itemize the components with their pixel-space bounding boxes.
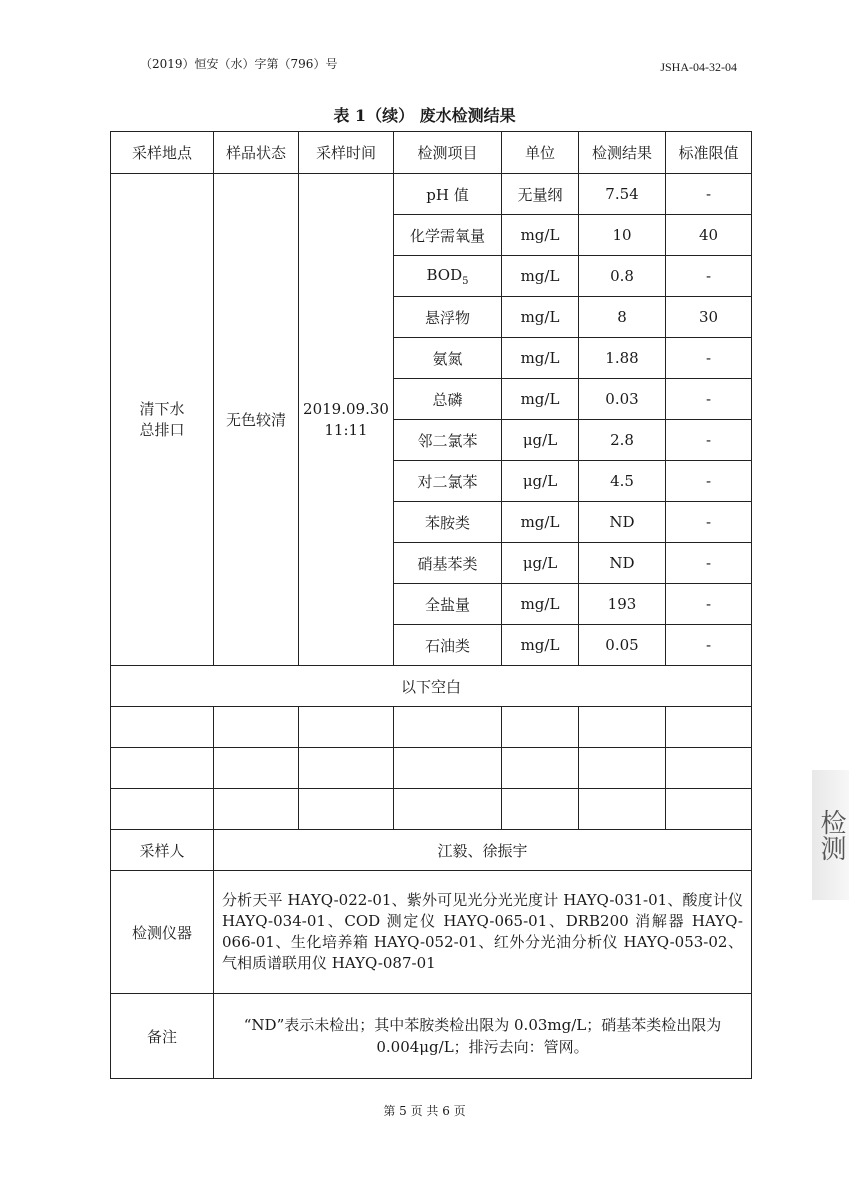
blank-note: 以下空白 — [111, 666, 752, 707]
test-item-name: 总磷 — [432, 390, 463, 409]
unit-cell: μg/L — [502, 543, 579, 584]
test-item-cell — [394, 502, 502, 543]
empty-row — [111, 789, 752, 830]
result-cell: 7.54 — [579, 174, 666, 215]
empty-cell — [214, 748, 299, 789]
sampler-label: 采样人 — [111, 830, 214, 871]
table-title: 表 1（续） 废水检测结果 — [333, 106, 516, 125]
empty-row — [111, 707, 752, 748]
empty-cell — [579, 707, 666, 748]
test-item-cell — [394, 379, 502, 420]
unit-cell: mg/L — [502, 502, 579, 543]
header-cell: 采样地点 — [111, 132, 214, 174]
unit-cell: mg/L — [502, 625, 579, 666]
limit-cell: - — [666, 584, 752, 625]
instrument-label: 检测仪器 — [111, 871, 214, 994]
limit-cell: - — [666, 338, 752, 379]
header-cell: 标准限值 — [666, 132, 752, 174]
empty-cell — [579, 789, 666, 830]
result-cell: 4.5 — [579, 461, 666, 502]
test-item-cell — [394, 215, 502, 256]
unit-cell: mg/L — [502, 338, 579, 379]
blank-note-row — [111, 666, 752, 707]
test-item-cell — [394, 461, 502, 502]
empty-cell — [394, 707, 502, 748]
test-item-name: 悬浮物 — [424, 308, 470, 327]
limit-cell: - — [666, 543, 752, 584]
limit-cell: - — [666, 174, 752, 215]
instrument-row — [111, 871, 752, 994]
test-item-name: 对二氯苯 — [417, 472, 478, 491]
test-item-name: 邻二氯苯 — [417, 431, 478, 450]
empty-cell — [111, 707, 214, 748]
result-cell: 8 — [579, 297, 666, 338]
table-row — [111, 174, 752, 215]
test-item-cell — [394, 297, 502, 338]
empty-cell — [579, 748, 666, 789]
empty-cell — [502, 707, 579, 748]
test-item-name: 化学需氧量 — [409, 226, 485, 245]
empty-cell — [502, 748, 579, 789]
empty-cell — [111, 748, 214, 789]
limit-cell: 30 — [666, 297, 752, 338]
result-cell: ND — [579, 543, 666, 584]
limit-cell: - — [666, 625, 752, 666]
remark-value: “ND”表示未检出；其中苯胺类检出限为 0.03mg/L；硝基苯类检出限为 0.004μg/L；排污去向：管网。 — [214, 994, 752, 1079]
sampler-value: 江毅、徐振宇 — [214, 830, 752, 871]
header-cell: 样品状态 — [214, 132, 299, 174]
test-item-cell — [394, 584, 502, 625]
test-item-name: BOD — [426, 265, 463, 284]
limit-cell: 40 — [666, 215, 752, 256]
test-item-cell — [394, 174, 502, 215]
header-cell: 检测项目 — [394, 132, 502, 174]
header-cell: 单位 — [502, 132, 579, 174]
empty-cell — [666, 789, 752, 830]
result-cell: 0.8 — [579, 256, 666, 297]
test-item-name: 石油类 — [424, 636, 470, 655]
empty-cell — [502, 789, 579, 830]
document-code: JSHA-04-32-04 — [660, 60, 737, 74]
test-item-cell — [394, 543, 502, 584]
limit-cell: - — [666, 256, 752, 297]
test-item-name: pH 值 — [426, 185, 469, 204]
header-row — [111, 132, 752, 174]
limit-cell: - — [666, 461, 752, 502]
test-item-name: 全盐量 — [424, 595, 470, 614]
empty-cell — [111, 789, 214, 830]
header-cell: 采样时间 — [299, 132, 394, 174]
test-item-cell — [394, 625, 502, 666]
unit-cell: mg/L — [502, 215, 579, 256]
side-stamp: 检测 — [812, 770, 849, 900]
empty-cell — [394, 748, 502, 789]
empty-row — [111, 748, 752, 789]
results-table — [110, 131, 752, 1079]
limit-cell: - — [666, 379, 752, 420]
sampler-row — [111, 830, 752, 871]
remark-row — [111, 994, 752, 1079]
header-cell: 检测结果 — [579, 132, 666, 174]
result-cell: 193 — [579, 584, 666, 625]
test-item-cell — [394, 256, 502, 297]
empty-cell — [299, 789, 394, 830]
instrument-value: 分析天平 HAYQ-022-01、紫外可见光分光光度计 HAYQ-031-01、酸度计仪 HAYQ-034-01、COD 测定仪 HAYQ-065-01、DRB200 消解器 HAYQ-066-01、生化培养箱 HAYQ-052-01、红外分光油分析仪 HAYQ-053-02、气相质谱联用仪 HAYQ-087-01 — [214, 871, 752, 994]
page-footer: 第 5 页 共 6 页 — [383, 1104, 466, 1118]
empty-cell — [666, 748, 752, 789]
empty-cell — [214, 707, 299, 748]
test-item-name: 苯胺类 — [424, 513, 470, 532]
test-item-subscript: 5 — [462, 275, 469, 287]
result-cell: 1.88 — [579, 338, 666, 379]
empty-cell — [666, 707, 752, 748]
unit-cell: μg/L — [502, 420, 579, 461]
sample-site-cell: 清下水 总排口 — [111, 174, 214, 666]
unit-cell: mg/L — [502, 256, 579, 297]
empty-cell — [299, 748, 394, 789]
test-item-name: 硝基苯类 — [417, 554, 478, 573]
sample-state-cell: 无色较清 — [214, 174, 299, 666]
limit-cell: - — [666, 502, 752, 543]
test-item-name: 氨氮 — [432, 349, 463, 368]
sample-time-cell: 2019.09.30 11:11 — [299, 174, 394, 666]
empty-cell — [214, 789, 299, 830]
empty-cell — [394, 789, 502, 830]
unit-cell: mg/L — [502, 379, 579, 420]
result-cell: 2.8 — [579, 420, 666, 461]
unit-cell: μg/L — [502, 461, 579, 502]
empty-cell — [299, 707, 394, 748]
unit-cell: mg/L — [502, 584, 579, 625]
result-cell: 10 — [579, 215, 666, 256]
report-number: （2019）恒安（水）字第（796）号 — [140, 57, 338, 71]
result-cell: 0.03 — [579, 379, 666, 420]
limit-cell: - — [666, 420, 752, 461]
result-cell: ND — [579, 502, 666, 543]
test-item-cell — [394, 420, 502, 461]
unit-cell: mg/L — [502, 297, 579, 338]
test-item-cell — [394, 338, 502, 379]
result-cell: 0.05 — [579, 625, 666, 666]
unit-cell: 无量纲 — [502, 174, 579, 215]
remark-label: 备注 — [111, 994, 214, 1079]
